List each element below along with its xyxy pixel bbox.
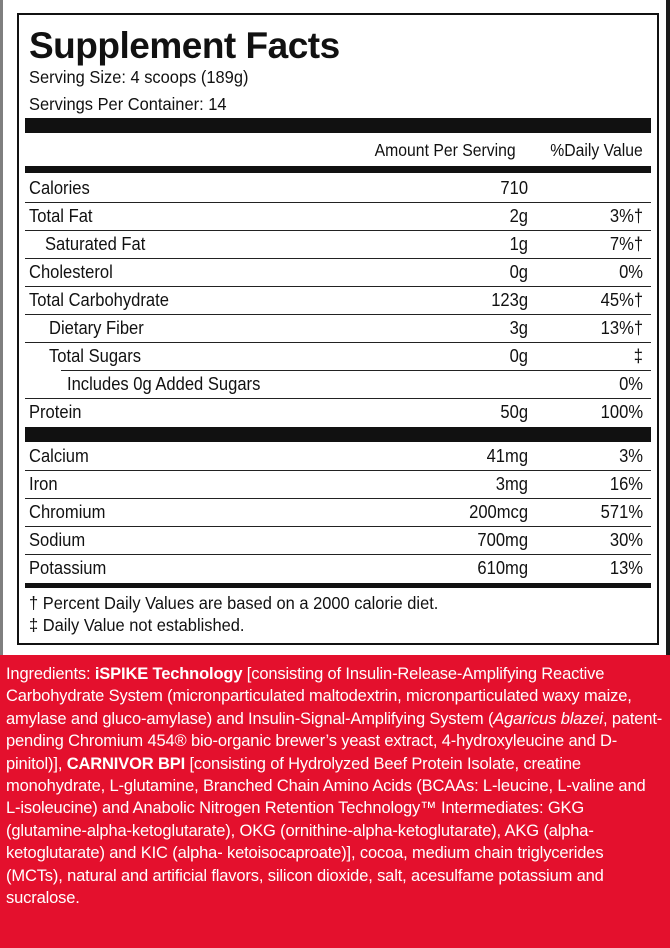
nutrient-daily-value: 0% <box>619 374 643 394</box>
nutrient-name: Total Carbohydrate <box>29 290 169 310</box>
medium-rule <box>25 166 651 173</box>
ingredient-brand-carnivor: CARNIVOR BPI <box>66 754 186 773</box>
nutrient-daily-value: 0% <box>619 262 643 282</box>
nutrient-amount: 2g <box>509 206 528 226</box>
nutrient-amount: 0g <box>509 346 528 366</box>
nutrient-daily-value: 7%† <box>609 234 643 254</box>
ingredient-italic-species: Agaricus blazei <box>493 709 603 728</box>
mineral-daily-value: 13% <box>609 558 643 578</box>
nutrient-daily-value: 45%† <box>600 290 643 310</box>
nutrient-name: Dietary Fiber <box>49 318 144 338</box>
nutrient-row-dietary-fiber <box>25 315 651 342</box>
ingredients-text: , patent-pending Chromium 454® bio-organic brewer’s yeast extract, 4-hydroxyleucine and D-pinitol)], <box>6 709 663 773</box>
right-edge-shadow <box>666 0 670 655</box>
nutrient-daily-value: 100% <box>600 402 643 422</box>
nutrient-amount: 1g <box>509 234 528 254</box>
mineral-daily-value: 30% <box>609 530 643 550</box>
mineral-row-calcium <box>25 443 651 470</box>
nutrient-name: Calories <box>29 178 90 198</box>
mineral-daily-value: 16% <box>609 474 643 494</box>
servings-per-container: Servings Per Container: 14 <box>29 94 227 114</box>
nutrient-amount: 50g <box>500 402 528 422</box>
nutrient-row-calories <box>25 175 651 202</box>
nutrient-daily-value: ‡ <box>633 346 643 366</box>
nutrient-amount: 3g <box>509 318 528 338</box>
mineral-row-sodium <box>25 527 651 554</box>
serving-size: Serving Size: 4 scoops (189g) <box>29 67 249 87</box>
nutrient-daily-value: 13%† <box>600 318 643 338</box>
footnote-daily-values: † Percent Daily Values are based on a 2000 calorie diet. <box>29 593 439 613</box>
mineral-amount: 41mg <box>486 446 528 466</box>
nutrient-row-total-fat <box>25 203 651 230</box>
mineral-daily-value: 3% <box>619 446 643 466</box>
column-header-daily-value: %Daily Value <box>550 140 643 160</box>
nutrient-amount: 0g <box>509 262 528 282</box>
ingredients-block <box>0 655 670 948</box>
mineral-name: Sodium <box>29 530 86 550</box>
mineral-amount: 700mg <box>477 530 528 550</box>
mineral-row-iron <box>25 471 651 498</box>
nutrient-name: Cholesterol <box>29 262 113 282</box>
mineral-amount: 610mg <box>477 558 528 578</box>
nutrient-daily-value: 3%† <box>609 206 643 226</box>
panel-title: Supplement Facts <box>29 25 340 66</box>
nutrient-name: Total Fat <box>29 206 93 226</box>
nutrient-row-total-carbohydrate <box>25 287 651 314</box>
mineral-name: Iron <box>29 474 58 494</box>
nutrient-row-total-sugars <box>25 343 651 370</box>
nutrient-row-protein <box>25 399 651 426</box>
thick-rule-top <box>25 118 651 133</box>
mineral-amount: 200mcg <box>469 502 528 522</box>
thin-bar-bottom <box>25 583 651 588</box>
mineral-row-potassium <box>25 555 651 582</box>
nutrient-name: Includes 0g Added Sugars <box>67 374 261 394</box>
mineral-row-chromium <box>25 499 651 526</box>
nutrient-amount: 710 <box>500 178 528 198</box>
mineral-daily-value: 571% <box>600 502 643 522</box>
ingredients-text: [consisting of Hydrolyzed Beef Protein Isolate, creatine monohydrate, L-glutamine, Branched Chain Amino Acids (BCAAs: L-leucine, L-valine and L-isoleucine) and Anabolic Nitrogen Retention Technology™ Intermediates: GKG (glutamine-alpha-ketoglutarate), OKG (ornithine-alpha-ketoglutarate), AKG (alpha-ketoglutarate) and KIC (alpha- ketoisocaproate)], cocoa, medium chain triglycerides (MCTs), natural and artificial flavors, silicon dioxide, salt, acesulfame potassium and sucralose. <box>6 754 646 908</box>
footnote-not-established: ‡ Daily Value not established. <box>29 615 245 635</box>
nutrient-row-cholesterol <box>25 259 651 286</box>
supplement-facts-panel <box>17 13 659 645</box>
nutrient-row-added-sugars <box>25 371 651 398</box>
mineral-name: Chromium <box>29 502 106 522</box>
mineral-name: Calcium <box>29 446 89 466</box>
left-edge-shadow <box>0 0 3 655</box>
nutrient-name: Protein <box>29 402 82 422</box>
nutrient-name: Total Sugars <box>49 346 142 366</box>
ingredients-text: [consisting of Insulin-Release-Amplifying Reactive Carbohydrate System (micronparticulated maltodextrin, micronparticulated waxy maize, amylase and gluco-amylase) and Insulin-Signal-Amplifying System ( <box>6 665 632 728</box>
ingredients-label: Ingredients: <box>6 665 95 683</box>
mineral-amount: 3mg <box>495 474 528 494</box>
nutrient-amount: 123g <box>491 290 528 310</box>
nutrient-row-saturated-fat <box>25 231 651 258</box>
nutrient-name: Saturated Fat <box>45 234 146 254</box>
thick-rule-middle <box>25 427 651 442</box>
column-header-amount: Amount Per Serving <box>375 140 516 160</box>
ingredient-brand-ispike: iSPIKE Technology <box>94 665 243 683</box>
mineral-name: Potassium <box>29 558 107 578</box>
